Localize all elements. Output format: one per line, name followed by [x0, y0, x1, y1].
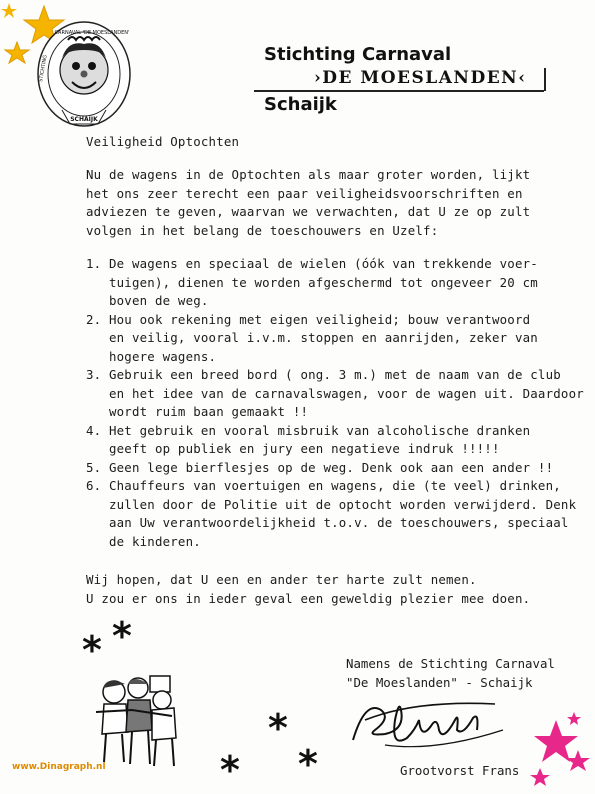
letterhead-line3: Schaijk [264, 94, 337, 115]
letter-signoff: Namens de Stichting Carnaval "De Moeslanden" - Schaijk [346, 656, 555, 690]
signer-name: Grootvorst Frans [400, 763, 520, 778]
children-illustration-icon [92, 672, 192, 770]
asterisk-decoration: * [268, 706, 288, 750]
handwritten-signature-icon [345, 690, 515, 760]
letterhead-rule [254, 90, 544, 92]
logo-left-text: STICHTING [38, 54, 49, 83]
letterhead-line1: Stichting Carnaval [264, 44, 452, 65]
asterisk-decoration: * [112, 614, 132, 658]
logo-bottom-text: SCHAIJK [70, 116, 98, 123]
watermark-logo: www.Dinagraph.nl [12, 762, 106, 772]
pink-stars-icon [520, 708, 595, 794]
asterisk-decoration: * [298, 742, 318, 786]
letterhead-box-edge [544, 68, 546, 91]
letter-subject: Veiligheid Optochten [86, 134, 240, 149]
safety-rules-list: 1. De wagens en speciaal de wielen (óók van trekkende voer- tuigen), dienen te worden afgeschermd tot ongeveer 20 cm boven de weg. 2. Hou ook rekening met eigen veiligheid; bouw verantwoord en veilig, vooral i.v.m. stoppen en aanrijden, zeker van hogere wagens. 3. Gebruik een breed bord ( ong. 3 m.) met de naam van de club en het idee van de carnavalswagen, voor de wagen uit. Daardoor wordt ruim baan gemaakt !! 4. Het gebruik en vooral misbruik van alcoholische dranken geeft op publiek en jury een negatieve indruk !!!!! 5. Geen lege bierflesjes op de weg. Denk ook aan een ander !! 6. Chauffeurs van voertuigen en wagens, die (te veel) drinken, zullen door de Politie uit de optocht worden verwijderd. Denk aan Uw verantwoordelijkheid t.o.v. de toeschouwers, speciaal de kinderen. [86, 256, 584, 549]
asterisk-decoration: * [82, 628, 102, 672]
logo-top-text: CARNAVAL 'DE MOESLANDEN' [54, 30, 130, 36]
carnival-logo-icon [32, 12, 132, 132]
asterisk-decoration: * [220, 748, 240, 792]
letter-closing: Wij hopen, dat U een en ander ter harte zult nemen. U zou er ons in ieder geval een geweldig plezier mee doen. [86, 572, 531, 606]
letter-intro: Nu de wagens in de Optochten als maar groter worden, lijkt het ons zeer terecht een paar veiligheidsvoorschriften en adviezen te geven, waarvan we verwachten, dat U ze op zult volgen in het belang de toeschouwers en Uzelf: [86, 167, 531, 238]
letterhead-line2: ›DE MOESLANDEN‹ [314, 68, 527, 88]
